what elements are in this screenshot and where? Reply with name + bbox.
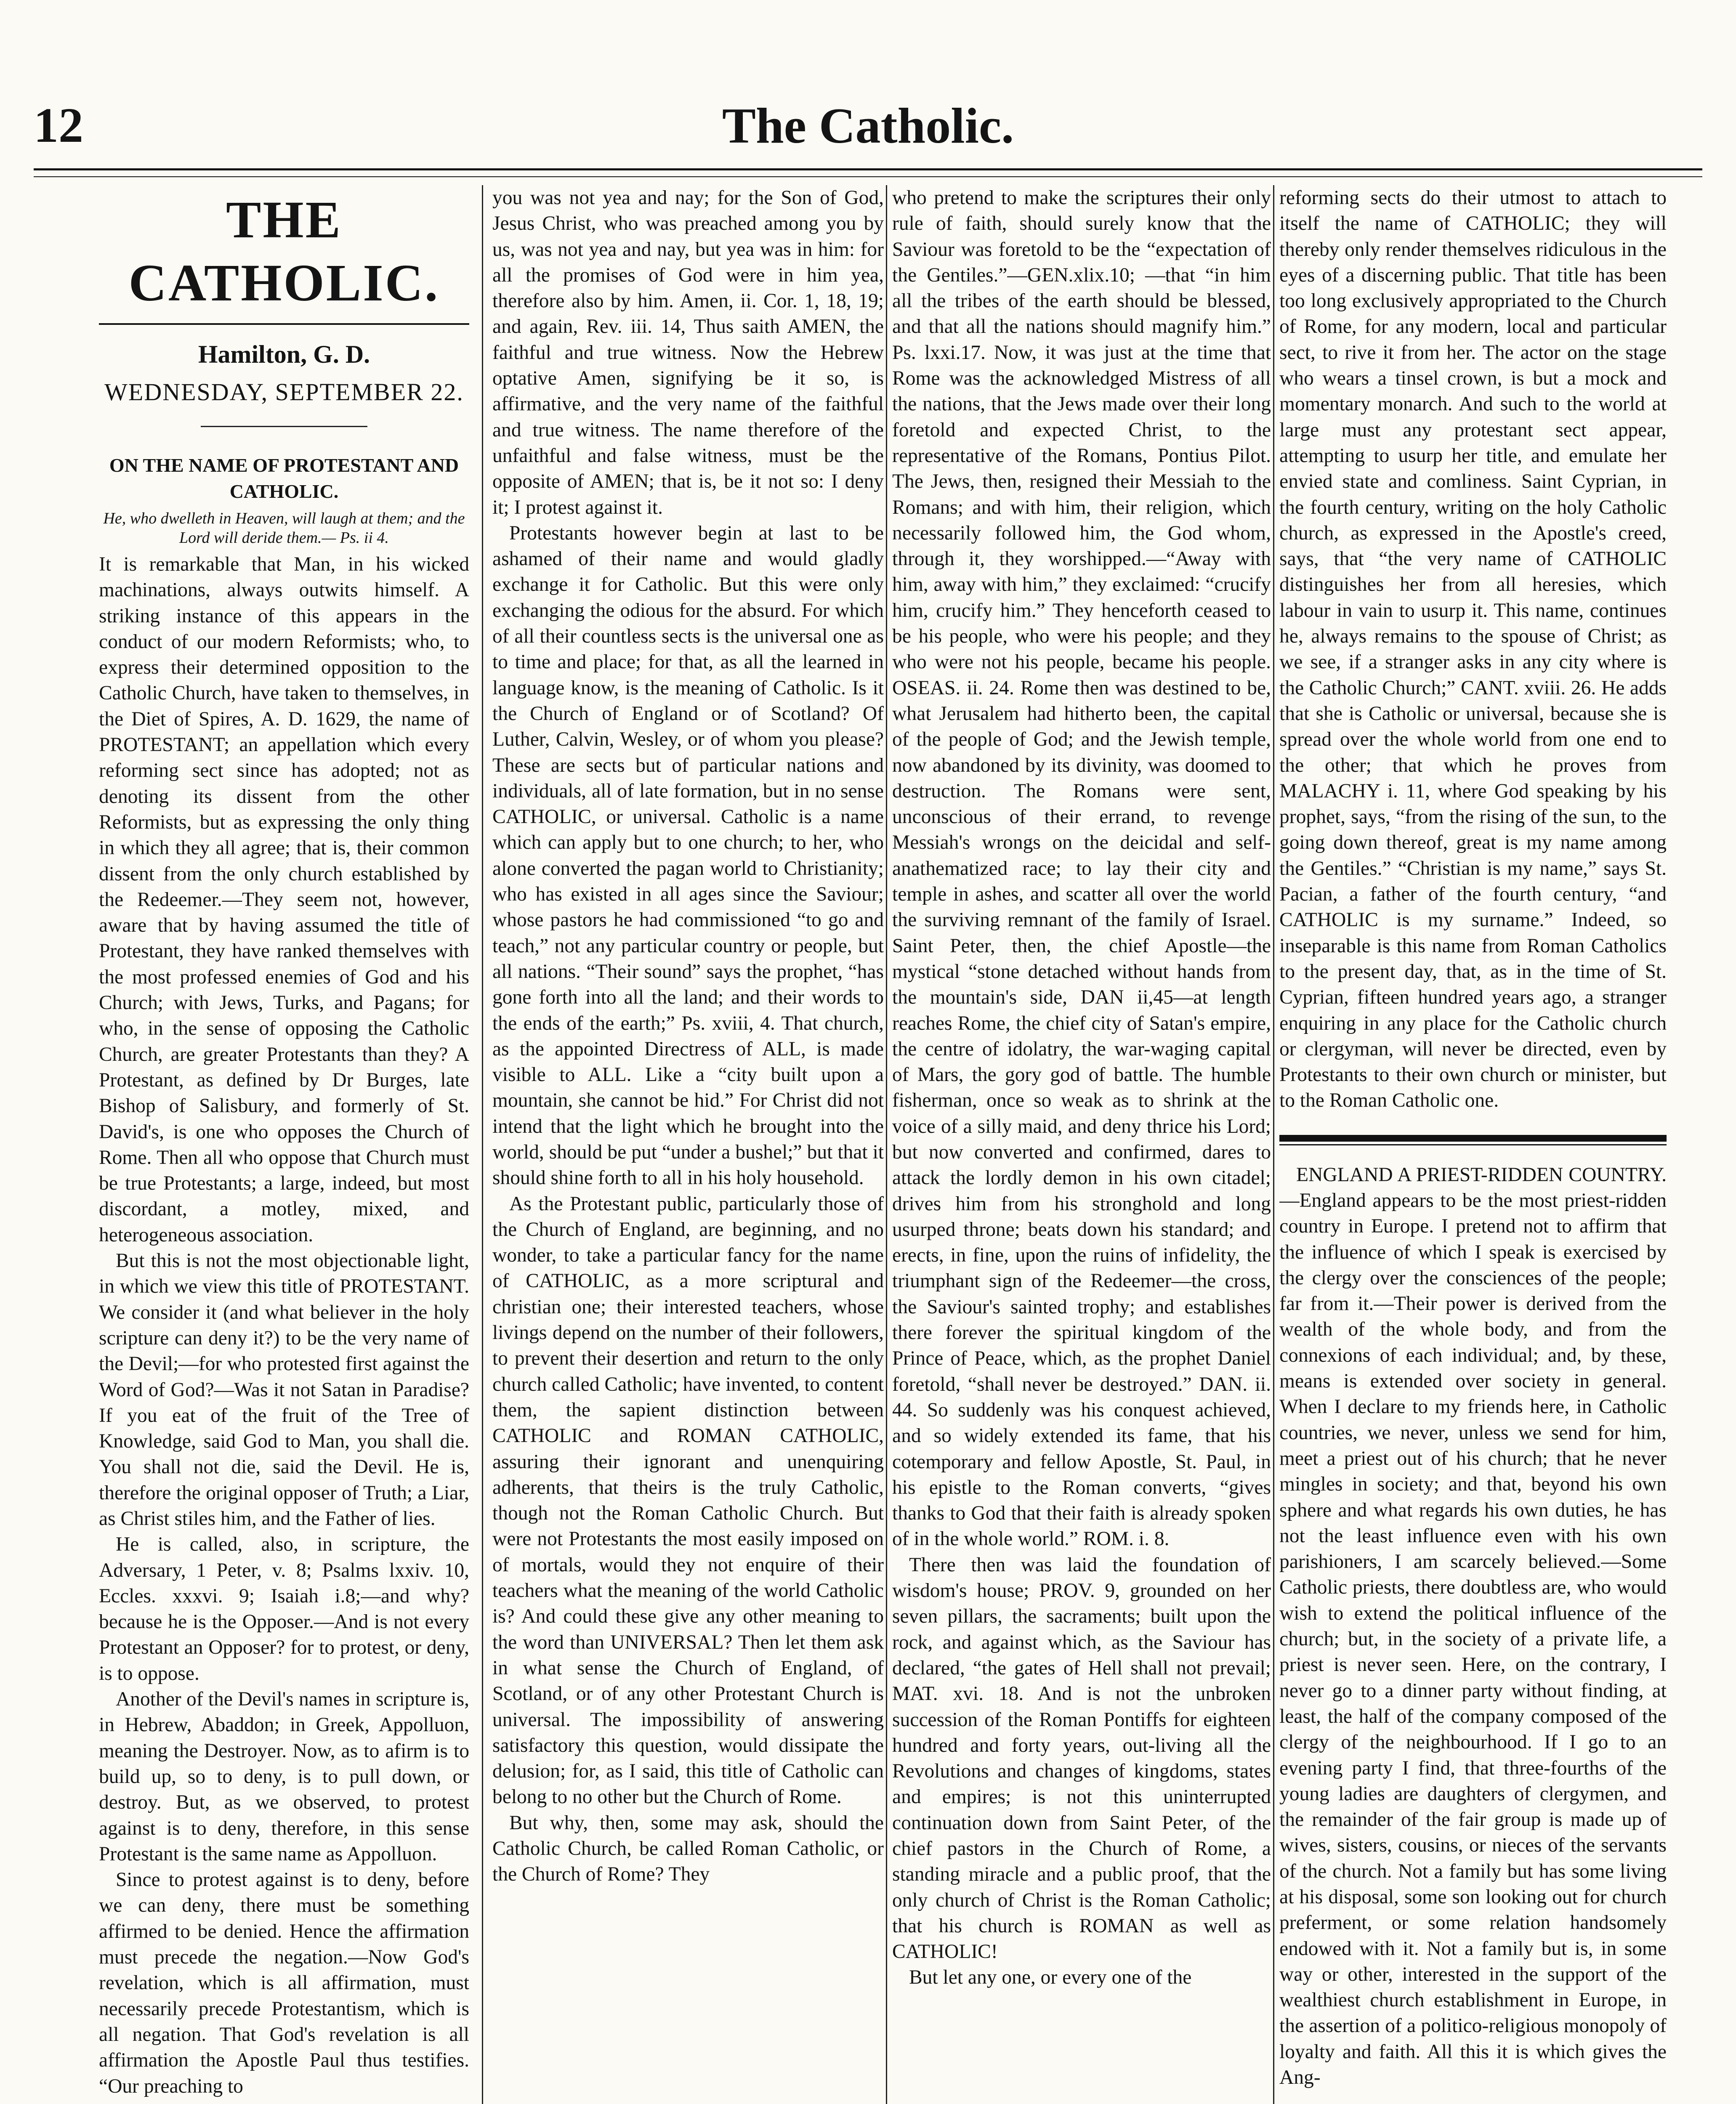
paragraph: who pretend to make the scriptures their only rule of faith, should surely know that the Saviour was foretold to be the “expectation of the Gentiles.”—GEN.xlix.10; —that “in him all the tribes of the earth should be blessed, and that all the nations should magnify him.” Ps. lxxi.17. Now, it was just at the time that Rome was the acknowledged Mistress of all the nations, that the Jews made over their long foretold and expected Christ, to the representative of the Romans, Pontius Pilot. The Jews, then, resigned their Messiah to the Romans; and with him, their religion, which necessarily followed him, the God whom, through it, they worshipped.—“Away with him, away with him,” they exclaimed: “crucify him, crucify him.” They henceforth ceased to be his people, who were his people; and they who were not his people, became his people. OSEAS. ii. 24. Rome then was destined to be, what Jerusalem had hitherto been, the capital of the people of God; and the Jewish temple, now abandoned by its divinity, was doomed to destruction. The Romans were sent, unconscious of their errand, to revenge Messiah's wrongs on the deicidal and self-anathematized race; to lay their city and temple in ashes, and scatter all over the world the surviving remnant of the family of Israel. Saint Peter, then, the chief Apostle—the mystical “stone detached without hands from the mountain's side, DAN ii,45—at length reaches Rome, the chief city of Satan's empire, the centre of idolatry, the war-waging capital of Mars, the gory god of battle. The humble fisherman, once so weak as to shrink at the voice of a silly maid, and deny thrice his Lord; but now converted and confirmed, dares to attack the lordly demon in his own citadel; drives him from his stronghold and long usurped throne; beats down his standard; and erects, in fine, upon the ruins of infidelity, the triumphant sign of the Redeemer—the cross, the Saviour's sainted trophy; and establishes there forever the spiritual kingdom of the Prince of Peace, which, as the prophet Daniel foretold, “shall never be destroyed.” DAN. ii. 44. So suddenly was his conquest achieved, and so widely extended its fame, that his cotemporary and fellow Apostle, St. Paul, in his epistle to the Roman converts, “gives thanks to God that their faith is already spoken of in the whole world.” ROM. i. 8.	[892, 187, 1271, 1550]
paragraph: But why, then, some may ask, should the Catholic Church, be called Roman Catholic, or the Church of Rome? They	[492, 1812, 884, 1886]
column-4	[1279, 185, 1667, 2104]
article-epigraph: He, who dwelleth in Heaven, will laugh at them; and the Lord will deride them.— Ps. ii 4.	[103, 510, 465, 547]
column-divider	[1273, 185, 1274, 2104]
dateline-date: WEDNESDAY, SEPTEMBER 22.	[104, 378, 464, 406]
paragraph: you was not yea and nay; for the Son of God, Jesus Christ, who was preached among you by us, was not yea and nay, but yea was in him: for all the promises of God were in him yea, therefore also by him. Amen, ii. Cor. 1, 18, 19; and again, Rev. iii. 14, Thus saith AMEN, the faithful and true witness. Now the Hebrew optative Amen, signifying be it so, is affirmative, and the very name of the faithful and true witness. The name therefore of the unfaithful and false witness, must be the opposite of AMEN; that is, be it not so: I deny it; I protest against it.	[492, 187, 884, 518]
running-title: The Catholic.	[722, 98, 1014, 154]
column-divider	[886, 185, 887, 2104]
column-1	[99, 185, 469, 2104]
second-article-heading: ENGLAND A PRIEST-RIDDEN COUNTRY.	[1296, 1164, 1667, 1186]
column-2	[492, 185, 884, 2104]
paragraph: Since to protest against is to deny, before we can deny, there must be something affirmed to be denied. Hence the affirmation must precede the negation.—Now God's revelation, which is all affirmation, must necessarily precede Protestantism, which is all negation. That God's revelation is all affirmation the Apostle Paul thus testifies. “Our preaching to	[99, 1869, 469, 2097]
page-number: 12	[34, 98, 83, 153]
header-rule	[34, 168, 1702, 177]
paragraph: But this is not the most objectionable light, in which we view this title of PROTESTANT. We consider it (and what believer in the holy scripture can deny it?) to be the very name of the Devil;—for who protested first against the Word of God?—Was it not Satan in Paradise? If you eat of the fruit of the Tree of Knowledge, said God to Man, you shall die. You shall not die, said the Devil. He is, therefore the original opposer of Truth; a Liar, as Christ stiles him, and the Father of lies.	[99, 1250, 469, 1530]
paragraph: As the Protestant public, particularly those of the Church of England, are beginning, and no wonder, to take a particular fancy for the name of CATHOLIC, as a more scriptural and christian one; their interested teachers, whose livings depend on the number of their followers, to prevent their desertion and return to the only church called Catholic; have invented, to content them, the sapient distinction between CATHOLIC and ROMAN CATHOLIC, assuring their ignorant and unenquiring adherents, that theirs is the truly Catholic, though not the Roman Catholic Church. But were not Protestants the most easily imposed on of mortals, would they not enquire of their teachers what the meaning of the world Catholic is? And could these give any other meaning to the word than UNIVERSAL? Then let them ask in what sense the Church of England, of Scotland, or of any other Protestant Church is universal. The impossibility of answering satisfactory this question, would dissipate the delusion; for, as I said, this title of Catholic can belong to no other but the Church of Rome.	[492, 1193, 884, 1808]
paragraph: He is called, also, in scripture, the Adversary, 1 Peter, v. 8; Psalms lxxiv. 10, Eccles. xxxvi. 9; Isaiah i.8;—and why? because he is the Opposer.—And is not every Protestant an Opposer? for to protest, or deny, is to oppose.	[99, 1533, 469, 1684]
column-3	[892, 185, 1271, 2104]
masthead-rule	[99, 323, 469, 325]
dateline-place: Hamilton, G. D.	[198, 340, 370, 368]
article-title: ON THE NAME OF PROTESTANT AND CATHOLIC.	[109, 454, 459, 502]
paragraph: reforming sects do their utmost to attach to itself the name of CATHOLIC; they will thereby only render themselves ridiculous in the eyes of a discerning public. That title has been too long exclusively appropriated to the Church of Rome, for any modern, local and particular sect, to rive it from her. The actor on the stage who wears a tinsel crown, is but a mock and momentary monarch. And such to the world at large must any protestant sect appear, attempting to usurp her title, and emulate her envied state and comliness. Saint Cyprian, in the fourth century, writing on the holy Catholic church, as expressed in the Apostle's creed, says, that “the very name of CATHOLIC distinguishes her from all heresies, which labour in vain to usurp it. This name, continues he, always remains to the spouse of Christ; as we see, if a stranger asks in any city where is the Catholic Church;” CANT. xviii. 26. He adds that she is Catholic or universal, because she is spread over the whole world from one end to the other; that which he proves from MALACHY i. 11, where God speaking by his prophet, says, “from the rising of the sun, to the going down thereof, great is my name among the Gentiles.” “Christian is my name,” says St. Pacian, a father of the fourth century, “and CATHOLIC is my surname.” Indeed, so inseparable is this name from Roman Catholics to the present day, that, as in the time of St. Cyprian, fifteen hundred years ago, a stranger enquiring in any place for the Catholic church or clergyman, will never be directed, even by Protestants to their own church or minister, but to the Roman Catholic one.	[1279, 187, 1667, 1112]
masthead-divider	[201, 426, 367, 427]
paragraph: There then was laid the foundation of wisdom's house; PROV. 9, grounded on her seven pillars, the sacraments; built upon the rock, and against which, as the Saviour has declared, “the gates of Hell shall not prevail; MAT. xvi. 18. And is not the unbroken succession of the Roman Pontiffs for eighteen hundred and forty years, out-living all the Revolutions and changes of kingdoms, states and empires; is not this uninterrupted continuation down from Saint Peter, of the chief pastors in the Church of Rome, a standing miracle and a public proof, that the only church of Christ is the Roman Catholic; that his church is ROMAN as well as CATHOLIC!	[892, 1554, 1271, 1963]
article-separator-rule	[1279, 1135, 1667, 1145]
masthead-title: THE CATHOLIC.	[128, 191, 440, 312]
page-header	[34, 97, 1702, 164]
paragraph: But let any one, or every one of the	[909, 1966, 1192, 1989]
second-article-text: —England appears to be the most priest-ridden country in Europe. I pretend not to affirm that the influence of which I speak is exercised by the clergy over the consciences of the people; far from it.—Their power is derived from the wealth of the whole body, and from the connexions of each individual; and, by these, means is extended over society in general. When I declare to my friends here, in Catholic countries, we never, unless we send for him, meet a priest out of his church; that he never mingles in society; and that, beyond his own sphere and what regards his own duties, he has not the least influence even with his own parishioners, I am scarcely believed.—Some Catholic priests, there doubtless are, who would wish to extend the political influence of the church; but, in the society of a private life, a priest is never seen. Here, on the contrary, I never go to a dinner party without finding, at least, the half of the company composed of the clergy of the neighbourhood. If I go to an evening party I find, that three-fourths of the young ladies are daughters of clergymen, and the remainder of the fair group is made up of wives, sisters, cousins, or nieces of the servants of the church. Not a family but has some living at his disposal, some son looking out for church preferment, or some relation handsomely endowed with it. Not a family but is, in some way or other, interested in the support of the wealthiest church establishment in Europe, in the assertion of a politico-religious monopoly of loyalty and faith. All this it is which gives the Ang-	[1279, 1189, 1667, 2089]
paragraph: Another of the Devil's names in scripture is, in Hebrew, Abaddon; in Greek, Appolluon, meaning the Destroyer. Now, as to afirm is to build up, so to deny, is to pull down, or destroy. But, as we observed, to protest against is to deny, therefore, in this sense Protestant is the same name as Appolluon.	[99, 1688, 469, 1865]
column-divider	[482, 185, 483, 2104]
paragraph: It is remarkable that Man, in his wicked machinations, always outwits himself. A striking instance of this appears in the conduct of our modern Reformists; who, to express their determined opposition to the Catholic Church, have taken to themselves, in the Diet of Spires, A. D. 1629, the name of PROTESTANT; an appellation which every reforming sect since has adopted; not as denoting its dissent from the other Reformists, but as expressing the only thing in which they all agree; that is, their common dissent from the only church established by the Redeemer.—They seem not, however, aware that by having assumed the title of Protestant, they have ranked themselves with the most professed enemies of God and his Church; with Jews, Turks, and Pagans; for who, in the sense of opposing the Catholic Church, are greater Protestants than they? A Protestant, as defined by Dr Burges, late Bishop of Salisbury, and formerly of St. David's, is one who opposes the Church of Rome. Then all who oppose that Church must be true Protestants; a large, indeed, but most discordant, a motley, mixed, and heterogeneous association.	[99, 553, 469, 1246]
second-article-body	[1279, 1162, 1667, 2091]
paragraph: Protestants however begin at last to be ashamed of their name and would gladly exchange it for Catholic. But this were only exchanging the odious for the absurd. For which of all their countless sects is the universal one as to time and place; for that, as all the learned in language know, is the meaning of Catholic. Is it the Church of England or of Scotland? Of Luther, Calvin, Wesley, or of whom you please? These are sects but of particular nations and individuals, all of late formation, but in no sense CATHOLIC, or universal. Catholic is a name which can apply but to one church; to her, who alone converted the pagan world to Christianity; who has existed in all ages since the Saviour; whose pastors he had commissioned “to go and teach,” not any particular country or people, but all nations. “Their sound” says the prophet, “has gone forth into all the land; and their words to the ends of the earth;” Ps. xviii, 4. That church, as the appointed Directress of ALL, is made visible to ALL. Like a “city built upon a mountain, she cannot be hid.” For Christ did not intend that the light which he brought into the world, should be put “under a bushel;” but that it should shine forth to all in his holy household.	[492, 522, 884, 1189]
